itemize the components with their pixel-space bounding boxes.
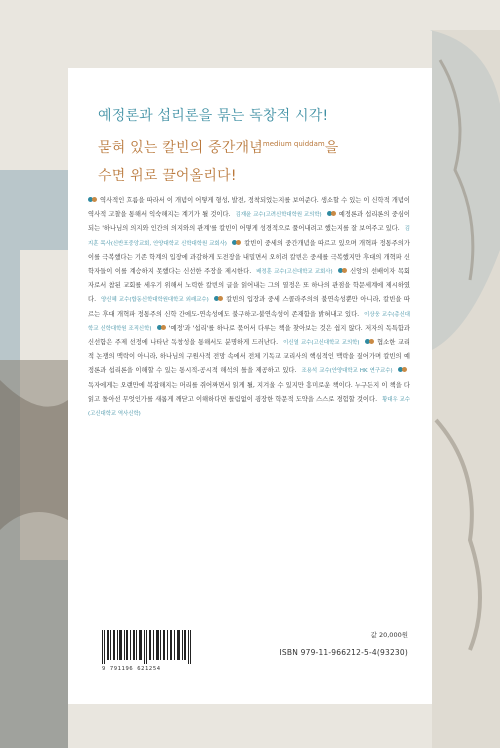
- review-text: 협소한 교리적 논쟁의 맥락이 아니라, 하나님의 구원사적 전망 속에서 전체 기독교 교리사의 핵심적인 맥락을 짚어가며 칼빈의 예정론과 섭리론을 이해할 수 있는 통시적-공시적 해석의 틀을 제공하고 있다.: [88, 339, 410, 375]
- review: [88, 367, 410, 417]
- bullet-dot-icon: [161, 325, 166, 330]
- barcode-digits: 9 791196 621254: [102, 666, 161, 672]
- review-author: 조용석 교수(안양대학교 HK 연구교수): [301, 368, 393, 375]
- review-author: 배정훈 교수(고신대학교 교회사): [256, 269, 333, 276]
- headline-line-2-text: 묻혀 있는 칼빈의 중간개념: [98, 140, 263, 156]
- review-author: 황대우 교수(고신대학교 역사신학): [88, 396, 410, 418]
- bullet-dot-icon: [402, 367, 407, 372]
- bullet-dot-icon: [236, 240, 241, 245]
- review-author: 김재윤 교수(고려신학대학원 교의학): [235, 212, 322, 219]
- bullet-dot-icon: [218, 296, 223, 301]
- back-cover-panel: [68, 68, 432, 704]
- price: 값 20,000원: [370, 631, 408, 639]
- review-text: 칼빈의 입장과 중세 스콜라주의의 불연속성뿐만 아니라, 칼빈을 따르는 후대 개혁파 정통주의 신학 간에도-연속성에도 불구하고-불연속성이 존재함을 밝혀내고 있다.: [88, 296, 410, 318]
- review-author: 김지훈 목사(신반포중앙교회, 안양대학교 신학대학원 교회사): [88, 226, 410, 247]
- bullet-dot-icon: [92, 197, 97, 202]
- review-text: 역사적인 흐름을 따라서 이 개념이 어떻게 형성, 발전, 정착되었는지를 보여준다. 생소할 수 있는 이 신학적 개념이 역사적 고찰을 통해서 익숙해지는 계기가 될 것이다.: [88, 197, 410, 219]
- review-text: 독자에게는 오랜만에 복잡해지는 머리를 쥐어짜면서 읽게 될, 지겨울 수 있지만 흥미로운 책이다. 누구든지 이 책을 다 읽고 돌아선 무엇인가를 새롭게 깨닫고 이해하다면 틀림없이 굉장한 학문적 도약을 스스로 경험할 것이다.: [88, 381, 410, 403]
- review-text: 예정론과 섭리론의 중심이 되는 '하나님의 의지와 인간의 의지와의 관계'를 칼빈이 어떻게 성경적으로 풀어내려고 했는지를 잘 보여주고 있다.: [88, 211, 410, 233]
- barcode-bars: [98, 630, 198, 664]
- headline: [98, 102, 418, 190]
- isbn: ISBN 979-11-966212-5-4(93230): [279, 648, 408, 657]
- headline-line-1: 예정론과 섭리론을 묶는 독창적 시각!: [98, 108, 329, 124]
- headline-line-3: 수면 위로 끌어올리다!: [98, 168, 237, 184]
- review-text: 칼빈이 중세의 중간개념을 따르고 있으며 개혁파 정통주의가 이를 극복했다는 기존 학계의 입장에 과감하게 도전장을 내밀면서 오히려 칼빈은 중세를 극복했지만 후대의 개혁파 신학자들이 이를 계승하지 못했다는 신선한 주장을 제시한다.: [88, 239, 410, 276]
- review-author: 양신혜 교수(합동신학대학원대학교 외래교수): [101, 297, 209, 304]
- review-author: 이신열 교수(고신대학교 교의학): [283, 340, 360, 347]
- reviews: [88, 194, 410, 421]
- bullet-dot-icon: [369, 339, 374, 344]
- review-text: 신앙의 선배이자 목회자로서 참된 교회를 세우기 위해서 노력한 칼빈의 글을 읽어내는 그의 열정은 또 하나의 관점을 학문세계에 제시하였다.: [88, 268, 410, 304]
- bullet-dot-icon: [342, 268, 347, 273]
- review-text: '예정'과 '섭리'를 하나로 묶어서 다루는 책을 찾아보는 것은 쉽지 않다. 저자의 독특함과 신선함은 주제 선정에 나타난 독창성을 통해서도 분명하게 드러난다.: [88, 324, 411, 347]
- headline-line-2-suffix: 을: [324, 140, 339, 156]
- bullet-dot-icon: [331, 211, 336, 216]
- headline-line-2: [98, 130, 418, 162]
- headline-latin-term: medium quiddam: [262, 140, 325, 148]
- review-author: 이상웅 교수(총신대학교 신학대학원 조직신학): [88, 311, 410, 332]
